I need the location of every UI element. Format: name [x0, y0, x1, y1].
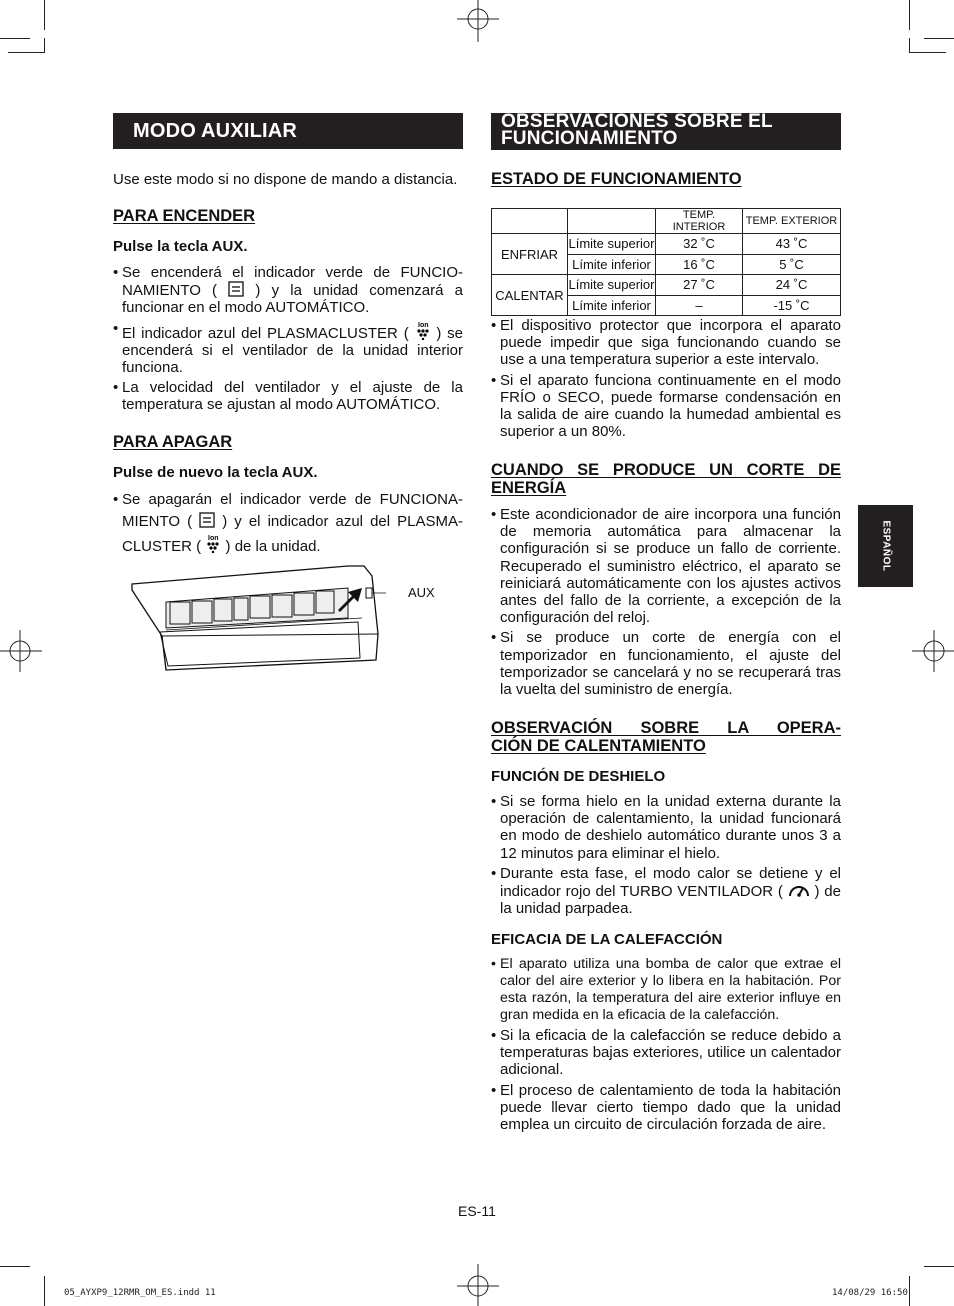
ion-plasmacluster-icon: [205, 533, 221, 553]
list-item: [491, 317, 841, 369]
heading-calentamiento: [491, 719, 841, 755]
subheading-pulse-aux-again: Pulse de nuevo la tecla AUX.: [113, 464, 318, 481]
column-header: TEMP. EXTERIOR: [743, 209, 841, 234]
bullet: •: [491, 793, 497, 810]
section-title-wrapper: [501, 113, 773, 147]
value-cell: -15 ˚C: [743, 295, 841, 316]
registration-mark: [912, 630, 954, 672]
list-estado: [491, 317, 841, 443]
list-item: [491, 629, 841, 698]
list-item: [491, 372, 841, 441]
heading-line: CIÓN DE CALENTAMIENTO: [491, 737, 706, 755]
language-tab-label: ESPAÑOL: [880, 520, 891, 572]
bullet: •: [113, 319, 119, 337]
crop-mark: [8, 52, 45, 53]
list-item: [113, 379, 463, 413]
crop-mark: [909, 1276, 910, 1306]
list-item: [491, 956, 841, 1024]
list-item-text: Se encenderá el indicador verde de FUNCIO-NAMIENTO (: [122, 264, 463, 300]
section-title: MODO AUXILIAR: [133, 120, 298, 142]
svg-text:Ion: Ion: [208, 535, 219, 542]
list-item-text: Si la eficacia de la calefacción se reduce debido a temperaturas bajas exteriores, utilice un calentador adicional.: [500, 1027, 841, 1079]
operation-indicator-icon: [199, 512, 215, 528]
bullet: •: [491, 371, 497, 389]
list-item: [113, 264, 463, 317]
bullet: •: [113, 491, 119, 508]
crop-mark: [909, 0, 910, 30]
list-apagar: [113, 489, 463, 561]
crop-mark: [924, 1266, 954, 1267]
footer-timestamp: 14/08/29 16:50: [832, 1288, 908, 1298]
list-deshielo: [491, 793, 841, 920]
list-item: [491, 1082, 841, 1134]
aux-label: AUX: [408, 585, 435, 600]
page-number: ES-11: [458, 1203, 496, 1219]
list-item: [491, 506, 841, 626]
limit-cell: Límite inferior: [568, 295, 656, 316]
list-item-text: Si se produce un corte de energía con el temporizador en funcionamiento, el ajuste del temporizador se cancelará y no se recuperará tras la vuelta del suministro de energía.: [500, 629, 841, 699]
value-cell: 32 ˚C: [656, 234, 743, 255]
crop-mark: [0, 38, 30, 39]
value-cell: 5 ˚C: [743, 254, 841, 275]
list-item-text: ) se encenderá si el ventilador de la unidad interior funciona.: [122, 324, 463, 377]
list-item: [491, 793, 841, 862]
press-arrow-icon: [336, 586, 364, 614]
heading-para-encender: PARA ENCENDER: [113, 207, 256, 225]
section-banner-modo-auxiliar: [113, 113, 463, 149]
bullet: •: [491, 1027, 497, 1044]
crop-mark: [44, 0, 45, 30]
crop-mark: [44, 1276, 45, 1306]
limit-cell: Límite superior: [568, 275, 656, 296]
bullet: •: [113, 379, 119, 397]
list-item-text: El dispositivo protector que incorpora el aparato puede impedir que siga funcionando cuando se use a una temperatura superior a este intervalo.: [500, 317, 841, 369]
list-item-text: Se apagarán el indicador verde de FUNCIONA-MIENTO (: [122, 491, 463, 530]
operation-indicator-icon: [228, 281, 244, 297]
list-item-text: El indicador azul del PLASMACLUSTER (: [122, 324, 409, 342]
svg-text:Ion: Ion: [417, 321, 429, 329]
list-item-text: Durante esta fase, el modo calor se detiene y el indicador rojo del TURBO VENTILADOR (: [500, 864, 841, 901]
registration-mark: [457, 0, 499, 42]
list-item-text: El aparato utiliza una bomba de calor que extrae el calor del aire exterior y lo libera en la habitación. Por esta razón, la temperatura del aire exterior influye en gran medida en la eficacia de la calefacción.: [500, 956, 841, 1023]
bullet: •: [491, 629, 497, 647]
heading-para-apagar: PARA APAGAR: [113, 433, 233, 451]
list-item-text: Este acondicionador de aire incorpora una función de memoria automática para almacenar la configuración si se produce un fallo de corriente. Recuperado el suministro eléctrico, el aparato se reiniciará automáticamente con los ajustes activos antes del fallo de la corriente, a excepción de la configuración del reloj.: [500, 506, 841, 627]
limit-cell: Límite superior: [568, 234, 656, 255]
subheading-pulse-aux: Pulse la tecla AUX.: [113, 238, 248, 255]
column-header: TEMP. INTERIOR: [656, 209, 743, 234]
registration-mark: [457, 1264, 499, 1306]
heading-line: CUANDO SE PRODUCE UN CORTE DE: [491, 461, 841, 479]
value-cell: 27 ˚C: [656, 275, 743, 296]
value-cell: –: [656, 295, 743, 316]
limit-cell: Límite inferior: [568, 254, 656, 275]
intro-text: Use este modo si no dispone de mando a distancia.: [113, 171, 458, 188]
section-title-line-2: FUNCIONAMIENTO: [501, 128, 678, 149]
bullet: •: [113, 264, 119, 281]
heading-eficacia: EFICACIA DE LA CALEFACCIÓN: [491, 931, 723, 948]
footer-filename: 05_AYXP9_12RMR_OM_ES.indd 11: [64, 1288, 216, 1298]
list-item: [491, 865, 841, 918]
bullet: •: [491, 506, 497, 523]
value-cell: 43 ˚C: [743, 234, 841, 255]
crop-mark: [44, 38, 45, 52]
bullet: •: [491, 956, 496, 972]
heading-corte-energia: [491, 461, 841, 497]
language-tab: [858, 505, 913, 587]
list-item: [113, 320, 463, 377]
list-item-text: Si el aparato funciona continuamente en el modo FRÍO o SECO, puede formarse condensación en la salida de aire cuando la humedad ambiental es superior a un 80%.: [500, 371, 841, 441]
list-item-text: La velocidad del ventilador y el ajuste de la temperatura se ajustan al modo AUTOMÁTICO.: [122, 379, 463, 414]
heading-line: OBSERVACIÓN SOBRE LA OPERA-: [491, 719, 841, 737]
crop-mark: [924, 38, 954, 39]
list-item-text: ) de la unidad parpadea.: [500, 883, 841, 918]
list-item: [113, 489, 463, 558]
list-item-text: Si se forma hielo en la unidad externa durante la operación de calentamiento, la unidad funcionará en modo de deshielo automático durante unos 3 a 12 minutos para eliminar el hielo.: [500, 793, 841, 862]
ion-plasmacluster-icon: [415, 320, 431, 340]
value-cell: 24 ˚C: [743, 275, 841, 296]
bullet: •: [491, 1081, 497, 1099]
section-title-line-1: OBSERVACIONES SOBRE EL: [501, 111, 773, 132]
mode-cell: ENFRIAR: [492, 234, 568, 275]
table-row: [492, 234, 841, 255]
table-cell-empty: [568, 209, 656, 234]
list-item-text: ) y la unidad comenzará a funcionar en el modo AUTOMÁTICO.: [122, 282, 463, 317]
list-corte: [491, 506, 841, 701]
temperature-range-table: [491, 208, 841, 316]
heading-estado: ESTADO DE FUNCIONAMIENTO: [491, 170, 742, 188]
list-item-text: El proceso de calentamiento de toda la habitación puede llevar cierto tiempo dado que la unidad emplea un circuito de circulación forzada de aire.: [500, 1081, 841, 1134]
list-item: [491, 1027, 841, 1079]
crop-mark: [909, 38, 910, 52]
value-cell: 16 ˚C: [656, 254, 743, 275]
mode-cell: CALENTAR: [492, 275, 568, 316]
table-row: [492, 275, 841, 296]
registration-mark: [0, 630, 42, 672]
table-header-row: [492, 209, 841, 234]
list-item-text: ) y el indicador azul del PLASMA-CLUSTER (: [122, 513, 463, 555]
bullet: •: [491, 864, 497, 882]
list-encender: [113, 264, 463, 417]
list-eficacia: [491, 956, 841, 1136]
list-item-text: ) de la unidad.: [225, 538, 321, 555]
indoor-unit-illustration: [126, 560, 386, 675]
crop-mark: [909, 52, 946, 53]
crop-mark: [0, 1266, 30, 1267]
bullet: •: [491, 317, 497, 334]
heading-line: ENERGÍA: [491, 479, 567, 497]
table-cell-empty: [492, 209, 568, 234]
heading-deshielo: FUNCIÓN DE DESHIELO: [491, 768, 666, 785]
turbo-fan-icon: [788, 882, 810, 898]
section-banner-observaciones: [491, 113, 841, 150]
